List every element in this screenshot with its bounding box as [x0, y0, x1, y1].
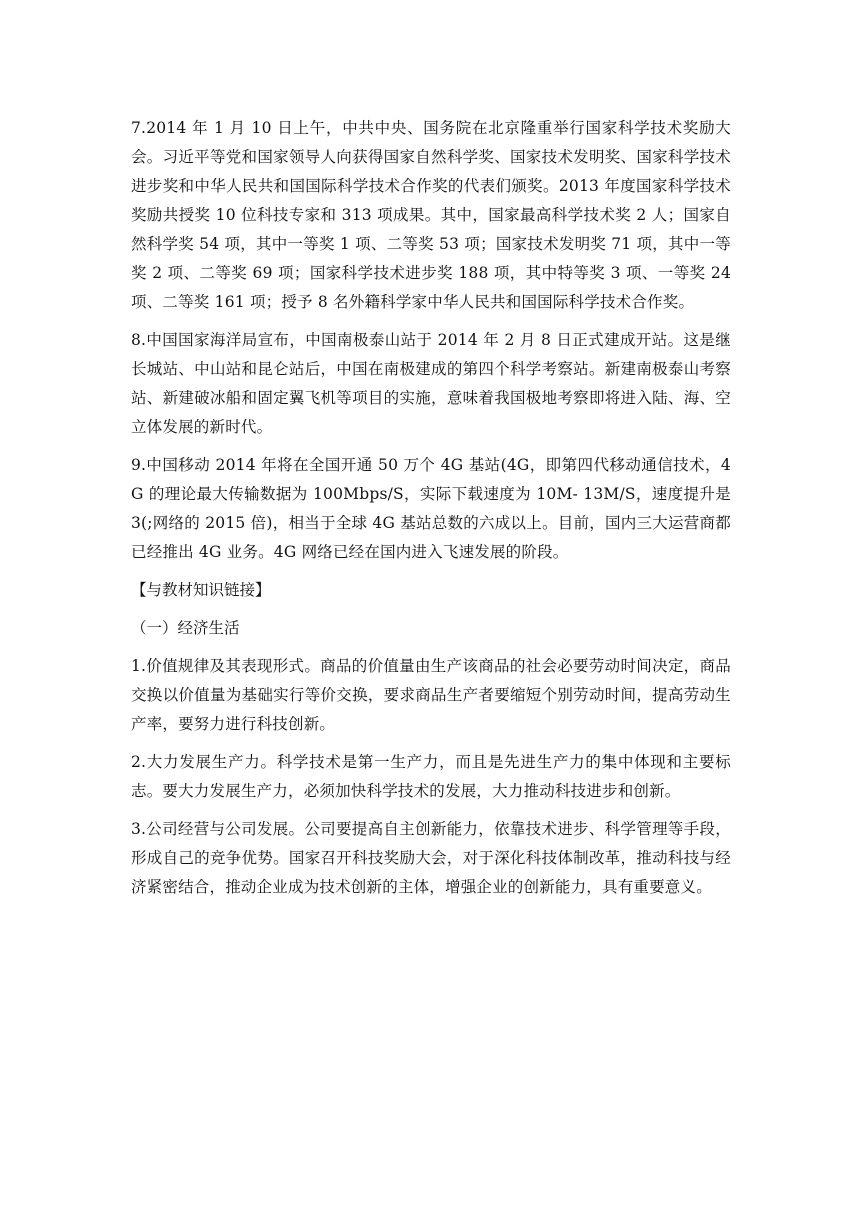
subsection-heading: （一）经济生活 — [131, 619, 240, 637]
section-heading: 【与教材知识链接】 — [131, 581, 271, 599]
knowledge-point-2: 2.大力发展生产力。科学技术是第一生产力，而且是先进生产力的集中体现和主要标志。要大力发展生产力，必须加快科学技术的发展，大力推动科技进步和创新。 — [131, 753, 731, 800]
document-page — [131, 114, 731, 911]
news-paragraph-8: 8.中国国家海洋局宣布，中国南极泰山站于 2014 年 2 月 8 日正式建成开站。这是继长城站、中山站和昆仑站后，中国在南极建成的第四个科学考察站。新建南极泰山考察站、新建破冰船和固定翼飞机等项目的实施，意味着我国极地考察即将进入陆、海、空立体发展的新时代。 — [131, 331, 731, 436]
news-paragraph-7: 7.2014 年 1 月 10 日上午，中共中央、国务院在北京隆重举行国家科学技术奖励大会。习近平等党和国家领导人向获得国家自然科学奖、国家技术发明奖、国家科学技术进步奖和中华人民共和国国际科学技术合作奖的代表们颁奖。2013 年度国家科学技术奖励共授奖 10 位科技专家和 313 项成果。其中，国家最高科学技术奖 2 人；国家自然科学奖 54 项，其中一等奖 1 项、二等奖 53 项；国家技术发明奖 71 项，其中一等奖 2 项、二等奖 69 项；国家科学技术进步奖 188 项，其中特等奖 3 项、一等奖 24 项、二等奖 161 项；授予 8 名外籍科学家中华人民共和国国际科学技术合作奖。 — [131, 119, 731, 311]
knowledge-point-1: 1.价值规律及其表现形式。商品的价值量由生产该商品的社会必要劳动时间决定，商品交换以价值量为基础实行等价交换，要求商品生产者要缩短个别劳动时间，提高劳动生产率，要努力进行科技创新。 — [131, 657, 731, 733]
knowledge-point-3: 3.公司经营与公司发展。公司要提高自主创新能力，依靠技术进步、科学管理等手段，形成自己的竞争优势。国家召开科技奖励大会，对于深化科技体制改革，推动科技与经济紧密结合，推动企业成为技术创新的主体，增强企业的创新能力，具有重要意义。 — [131, 820, 731, 896]
news-paragraph-9: 9.中国移动 2014 年将在全国开通 50 万个 4G 基站(4G，即第四代移动通信技术，4G 的理论最大传输数据为 100Mbps/S，实际下载速度为 10M- 13M/S，速度提升是 3(;网络的 2015 倍)，相当于全球 4G 基站总数的六成以上。目前，国内三大运营商都已经推出 4G 业务。4G 网络已经在国内进入飞速发展的阶段。 — [131, 456, 731, 561]
